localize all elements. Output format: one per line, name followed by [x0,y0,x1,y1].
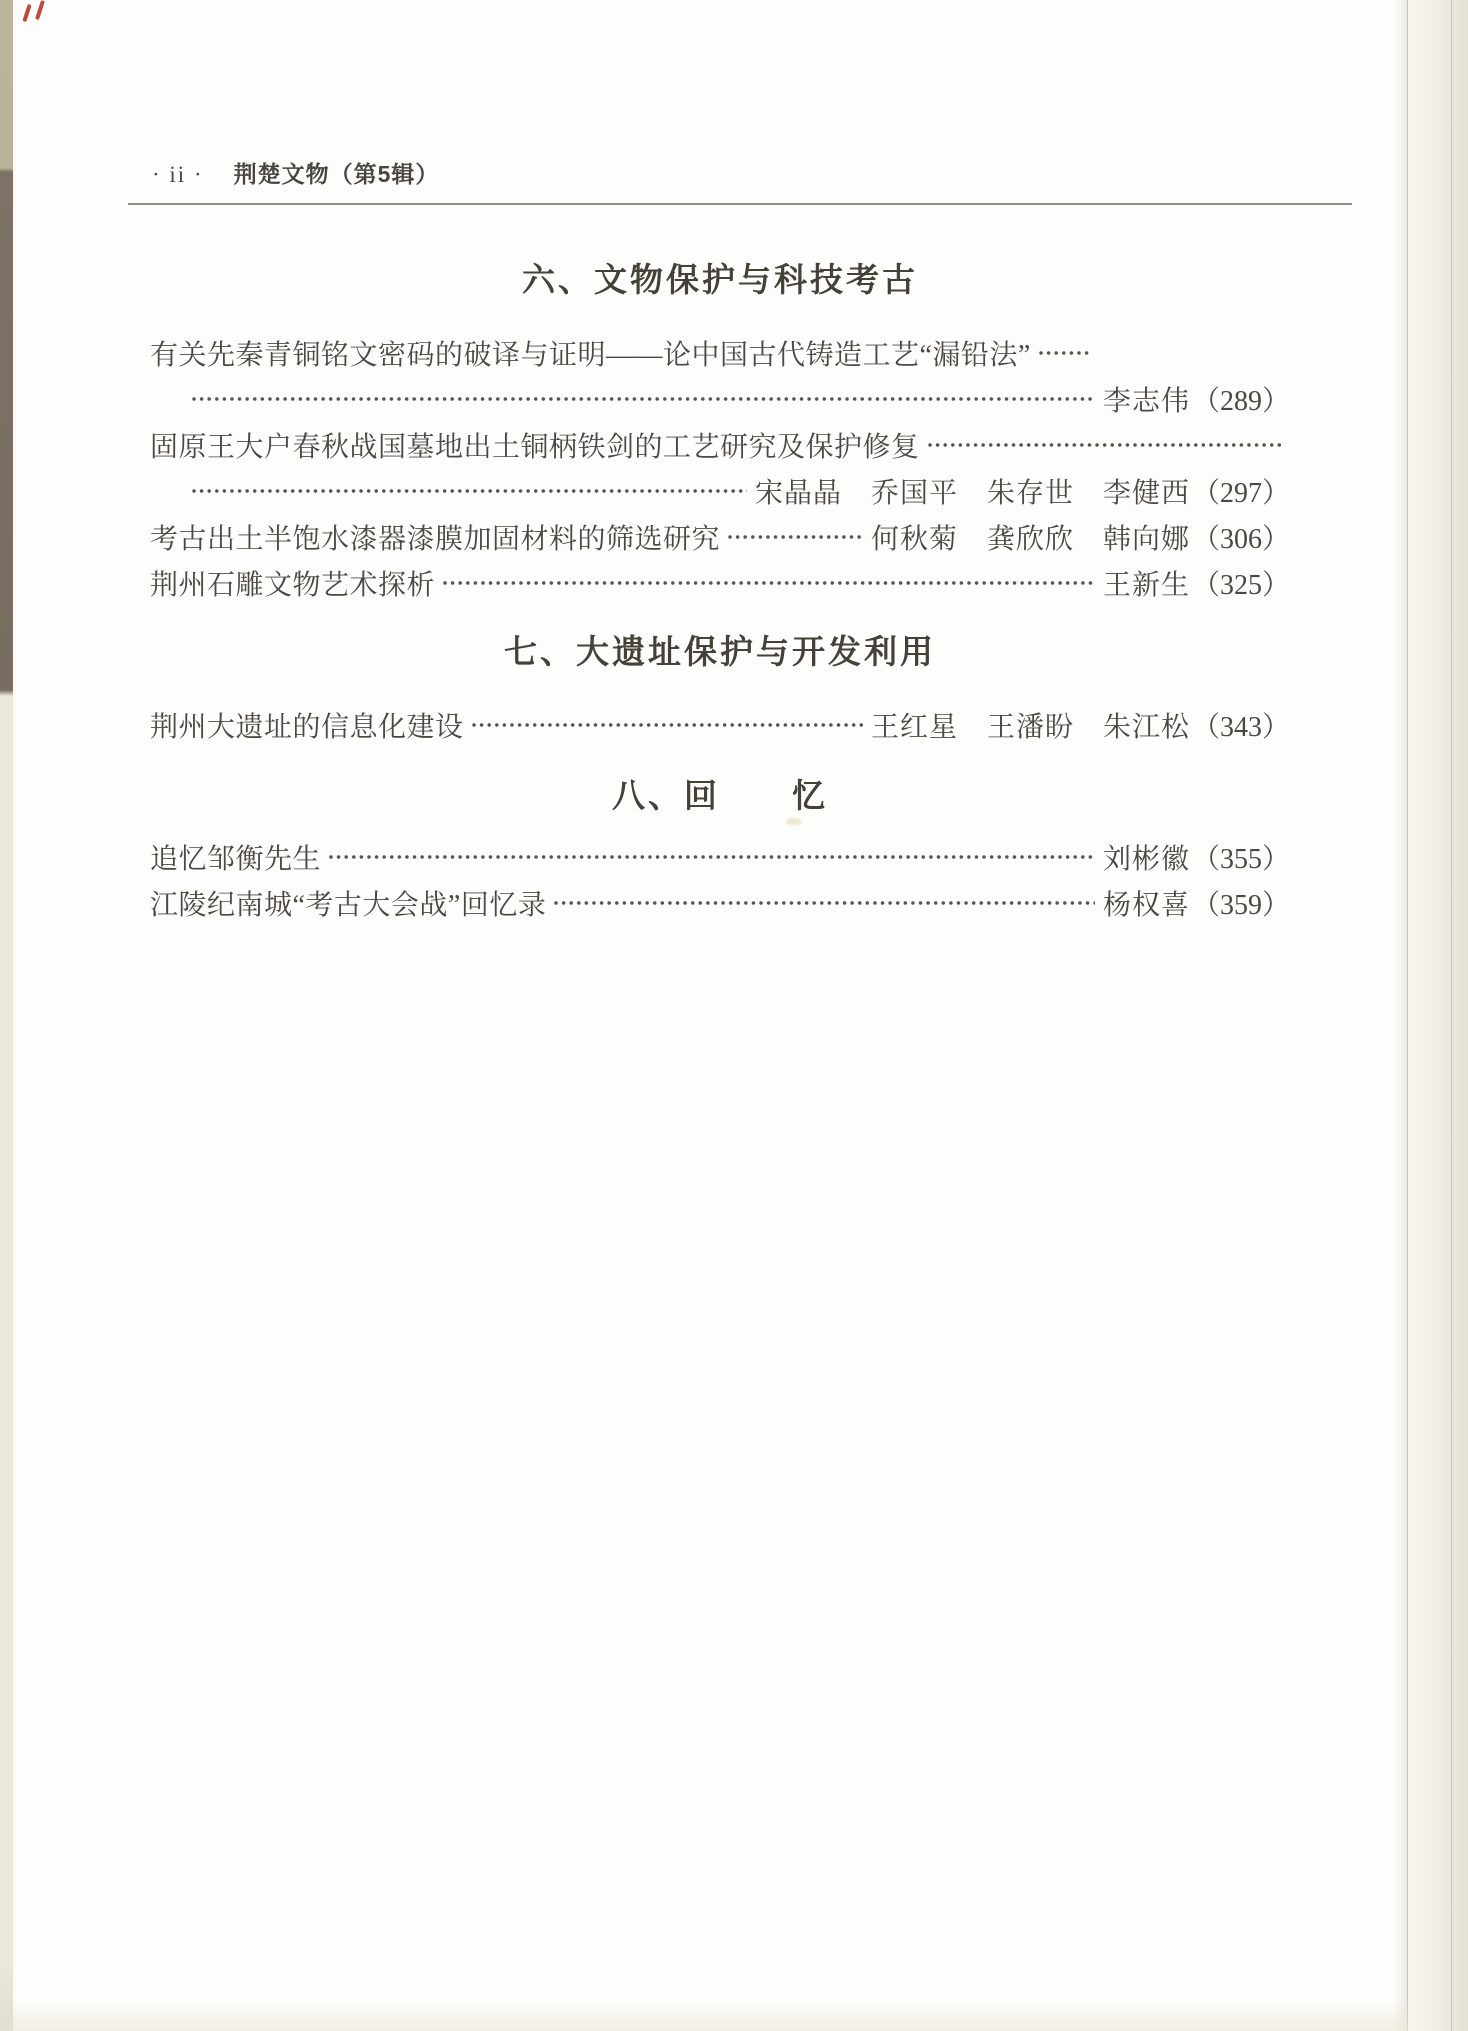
running-head [152,156,439,186]
dot-leader [470,702,863,748]
entry-title: 考古出土半饱水漆器漆膜加固材料的筛选研究 [150,524,721,555]
toc-entry-line [150,376,1290,422]
entry-page-number: （306） [1191,524,1290,555]
red-pen-marks [24,0,64,34]
dot-leader [926,422,1282,468]
table-of-contents [150,256,1290,926]
page-edge-shadow [1393,0,1407,2031]
folio-page-number: · ii · [152,162,204,187]
section-heading: 六、文物保护与科技考古 [522,261,918,298]
section-heading: 七、大遗址保护与开发利用 [504,633,936,670]
toc-entry-line [150,468,1290,514]
toc-entry-line [150,560,1290,606]
entry-page-number: （289） [1191,386,1290,417]
toc-entry-line [150,880,1290,926]
toc-entry-line [150,330,1290,376]
entry-page-number: （359） [1191,890,1290,921]
dot-leader [552,880,1095,926]
entry-authors: 刘彬徽 [1102,844,1190,875]
book-binding-strip [0,0,16,2031]
toc-entry-line [150,422,1290,468]
entry-authors: 李志伟 [1102,386,1190,417]
entry-title: 荆州石雕文物艺术探析 [150,570,436,601]
entry-authors: 王红星 王潘盼 朱江松 [870,712,1190,743]
entry-title: 江陵纪南城“考古大会战”回忆录 [150,890,547,921]
entry-authors: 宋晶晶 乔国平 朱存世 李健西 [754,478,1190,509]
page-bottom-edge [13,2001,1408,2031]
entry-authors: 王新生 [1102,570,1190,601]
red-mark-stroke [22,4,31,22]
dot-leader [726,514,863,560]
dot-leader [190,468,747,514]
toc-entry-line [150,514,1290,560]
dot-leader [327,834,1095,880]
entry-page-number: （343） [1191,712,1290,743]
entry-authors: 何秋菊 龚欣欣 韩向娜 [870,524,1190,555]
dot-leader [1037,330,1089,376]
page-right-edge [1407,0,1468,2031]
dot-leader [441,560,1095,606]
entry-title: 有关先秦青铜铭文密码的破译与证明——论中国古代铸造工艺“漏铅法” [150,340,1031,371]
entry-page-number: （297） [1191,478,1290,509]
entry-title: 荆州大遗址的信息化建设 [150,712,464,743]
toc-entry-line [150,834,1290,880]
dot-leader [190,376,1095,422]
entry-page-number: （355） [1191,844,1290,875]
toc-entry-line [150,702,1290,748]
entry-title: 固原王大户春秋战国墓地出土铜柄铁剑的工艺研究及保护修复 [150,432,920,463]
entry-title: 追忆邹衡先生 [150,844,322,875]
entry-authors: 杨权喜 [1102,890,1190,921]
book-title: 荆楚文物（第5辑） [233,161,440,187]
header-rule [128,203,1352,205]
red-mark-stroke [35,0,45,20]
entry-page-number: （325） [1191,570,1290,601]
section-heading: 八、回 忆 [612,777,828,814]
